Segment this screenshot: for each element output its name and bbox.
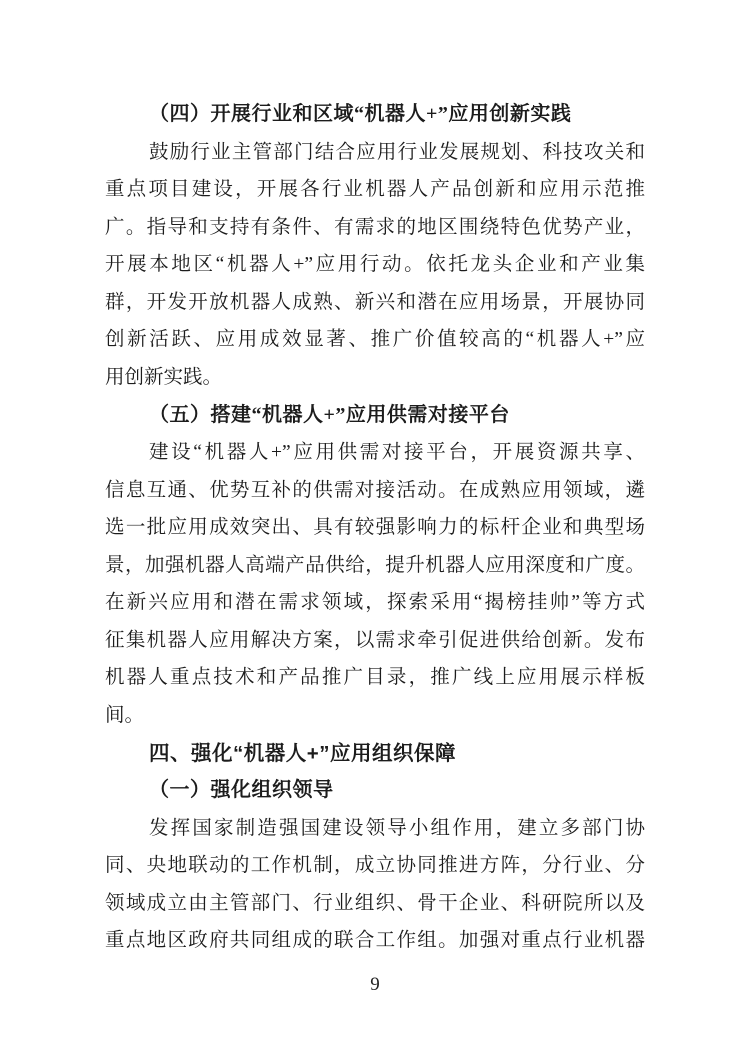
body-text-line: 群，开发开放机器人成熟、新兴和潜在应用场景，开展协同 [105, 291, 645, 313]
body-text-line: 同、央地联动的工作机制，成立协同推进方阵，分行业、分 [105, 855, 645, 877]
subsection-heading-1: （一）强化组织领导 [149, 779, 334, 802]
body-text-line: 建设“机器人+”应用供需对接平台，开展资源共享、 [149, 442, 645, 464]
chapter-heading-4: 四、强化“机器人+”应用组织保障 [149, 741, 456, 765]
body-text-line: 征集机器人应用解决方案，以需求牵引促进供给创新。发布 [105, 629, 645, 651]
body-text-line: 信息互通、优势互补的供需对接活动。在成熟应用领域，遴 [105, 479, 645, 501]
body-text-line: 重点项目建设，开展各行业机器人产品创新和应用示范推 [105, 179, 645, 201]
body-text-line: 鼓励行业主管部门结合应用行业发展规划、科技攻关和 [149, 141, 645, 163]
body-text-line: 广。指导和支持有条件、有需求的地区围绕特色优势产业， [105, 216, 645, 238]
body-text-line: 重点地区政府共同组成的联合工作组。加强对重点行业机器 [105, 930, 645, 952]
body-text-line: 在新兴应用和潜在需求领域，探索采用“揭榜挂帅”等方式 [105, 592, 645, 614]
body-text-line: 用创新实践。 [105, 366, 223, 388]
body-text-line: 领域成立由主管部门、行业组织、骨干企业、科研院所以及 [105, 892, 645, 914]
body-text-line: 间。 [105, 705, 145, 726]
subsection-heading-5: （五）搭建“机器人+”应用供需对接平台 [149, 403, 510, 426]
page-number: 9 [370, 974, 380, 995]
body-text-line: 发挥国家制造强国建设领导小组作用，建立多部门协 [149, 817, 645, 839]
body-text-line: 创新活跃、应用成效显著、推广价值较高的“机器人+”应 [105, 329, 645, 351]
subsection-heading-4: （四）开展行业和区域“机器人+”应用创新实践 [149, 103, 572, 125]
body-text-line: 选一批应用成效突出、具有较强影响力的标杆企业和典型场 [105, 517, 645, 539]
document-content [105, 96, 645, 960]
body-text-line: 机器人重点技术和产品推广目录，推广线上应用展示样板 [105, 667, 645, 689]
body-text-line: 景，加强机器人高端产品供给，提升机器人应用深度和广度。 [105, 554, 645, 576]
body-text-line: 开展本地区“机器人+”应用行动。依托龙头企业和产业集 [105, 254, 645, 276]
